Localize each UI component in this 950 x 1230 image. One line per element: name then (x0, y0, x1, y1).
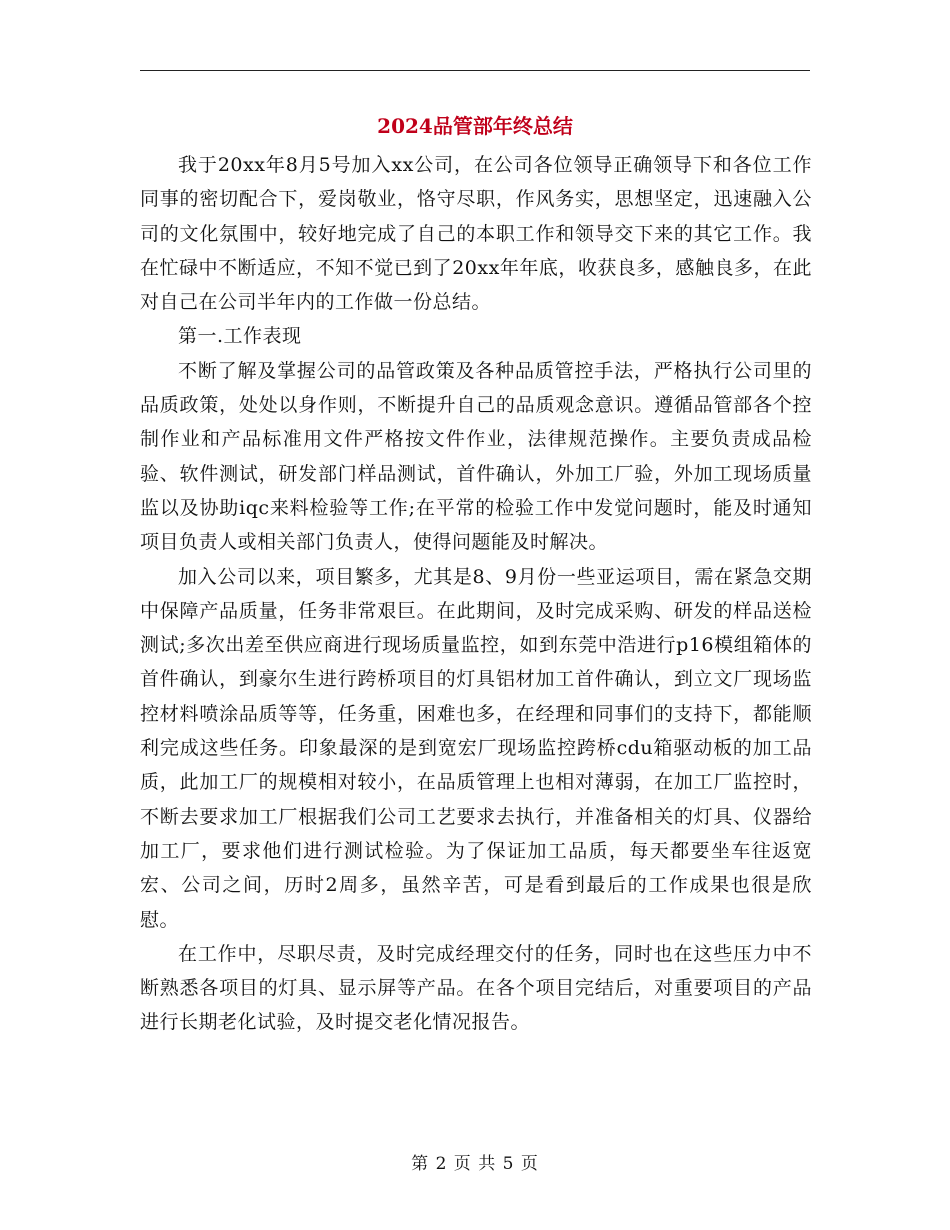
document-title: 2024品管部年终总结 (377, 114, 573, 138)
section-heading-work-performance: 第一.工作表现 (178, 325, 302, 348)
header-rule (140, 70, 810, 71)
paragraph-intro: 我于20xx年8月5号加入xx公司，在公司各位领导正确领导下和各位工作同事的密切配合下，爱岗敬业，恪守尽职，作风务实，思想坚定，迅速融入公司的文化氛围中，较好地完成了自己的本职工作和领导交下来的其它工作。我在忙碌中不断适应，不知不觉已到了20xx年年底，收获良多，感触良多，在此对自己在公司半年内的工作做一份总结。 (140, 154, 812, 314)
page-number-footer: 第 2 页 共 5 页 (411, 1154, 539, 1174)
paragraph-duties: 在工作中，尽职尽责，及时完成经理交付的任务，同时也在这些压力中不断熟悉各项目的灯具、显示屏等产品。在各个项目完结后，对重要项目的产品进行长期老化试验，及时提交老化情况报告。 (140, 942, 812, 1034)
paragraph-projects: 加入公司以来，项目繁多，尤其是8、9月份一些亚运项目，需在紧急交期中保障产品质量，任务非常艰巨。在此期间，及时完成采购、研发的样品送检测试;多次出差至供应商进行现场质量监控，如到东莞中浩进行p16模组箱体的首件确认，到豪尔生进行跨桥项目的灯具铝材加工首件确认，到立文厂现场监控材料喷涂品质等等，任务重，困难也多，在经理和同事们的支持下，都能顺利完成这些任务。印象最深的是到宽宏厂现场监控跨桥cdu箱驱动板的加工品质，此加工厂的规模相对较小，在品质管理上也相对薄弱，在加工厂监控时，不断去要求加工厂根据我们公司工艺要求去执行，并准备相关的灯具、仪器给加工厂，要求他们进行测试检验。为了保证加工品质，每天都要坐车往返宽宏、公司之间，历时2周多，虽然辛苦，可是看到最后的工作成果也很是欣慰。 (140, 565, 812, 931)
document-body (140, 148, 812, 1040)
paragraph-quality-policy: 不断了解及掌握公司的品管政策及各种品质管控手法，严格执行公司里的品质政策，处处以身作则，不断提升自己的品质观念意识。遵循品管部各个控制作业和产品标准用文件严格按文件作业，法律规范操作。主要负责成品检验、软件测试，研发部门样品测试，首件确认，外加工厂验，外加工现场质量监以及协助iqc来料检验等工作;在平常的检验工作中发觉问题时，能及时通知项目负责人或相关部门负责人，使得问题能及时解决。 (140, 359, 812, 554)
